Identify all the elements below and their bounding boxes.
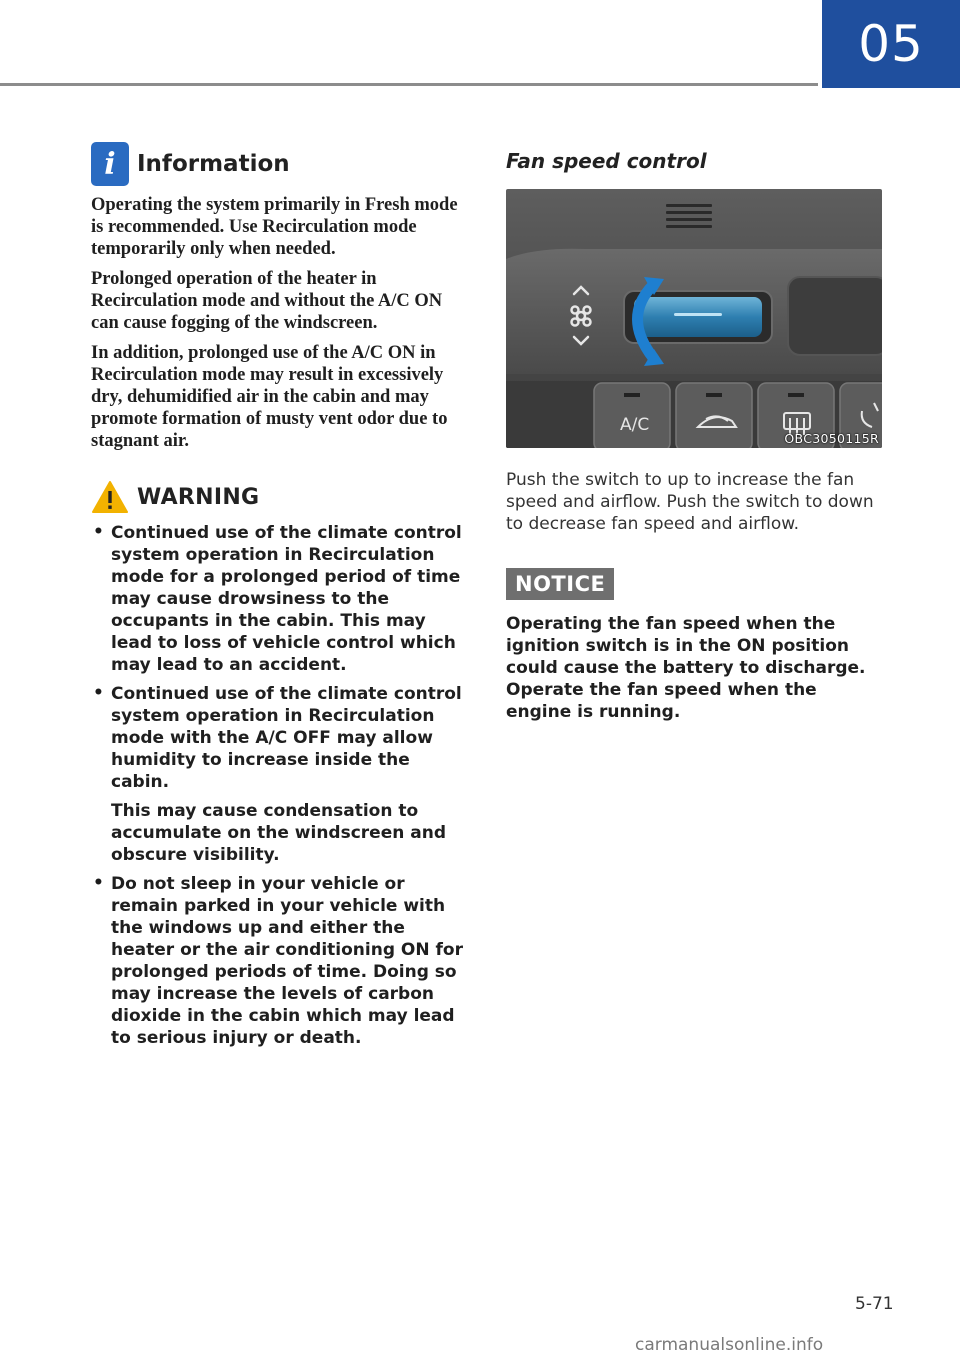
fan-speed-title: Fan speed control <box>506 149 707 173</box>
fan-speed-description: Push the switch to up to increase the fan speed and airflow. Push the switch to down to decrease fan speed and airflow. <box>506 470 874 534</box>
warning-item <box>91 683 466 866</box>
notice-badge: NOTICE <box>506 568 614 600</box>
warning-item <box>91 522 466 676</box>
notice-text: Operating the fan speed when the ignition switch is in the ON position could cause the battery to discharge. Operate the fan speed when the engine is running. <box>506 614 866 722</box>
warning-header <box>91 478 466 516</box>
watermark: carmanualsonline.info <box>635 1335 824 1355</box>
left-column <box>91 140 466 1056</box>
ac-button-label: A/C <box>620 415 650 435</box>
information-header <box>91 140 466 188</box>
warning-title: WARNING <box>137 484 260 510</box>
fan-switch-figure <box>506 189 882 448</box>
warning-item-text: • Do not sleep in your vehicle or remain parked in your vehicle with the windows up and either the heater or the air conditioning ON for prolonged periods of time. Doing so may increase the levels of carbon dioxide in the cabin which may lead to serious injury or death. <box>111 874 463 1048</box>
warning-item-text: • Continued use of the climate control system operation in Recirculation mode with the A/C OFF may allow humidity to increase inside the cabin. <box>111 684 462 792</box>
warning-icon <box>91 480 129 514</box>
warning-item-subtext: This may cause condensation to accumulate on the windscreen and obscure visibility. <box>111 801 447 865</box>
fan-switch-illustration <box>506 189 882 448</box>
info-paragraph: Operating the system primarily in Fresh mode is recommended. Use Recirculation mode temporarily only when needed. <box>91 195 458 259</box>
warning-item-text: • Continued use of the climate control system operation in Recirculation mode for a prolonged period of time may cause drowsiness to the occupants in the cabin. This may lead to loss of vehicle control which may lead to an accident. <box>111 523 462 675</box>
page-number: 5-71 <box>855 1294 894 1314</box>
info-paragraph: In addition, prolonged use of the A/C ON in Recirculation mode may result in excessively dry, dehumidified air in the cabin and may promote formation of musty vent odor due to stagnant air. <box>91 343 448 451</box>
right-column <box>506 140 886 723</box>
info-icon: i <box>91 142 129 186</box>
figure-code: OBC3050115R <box>784 431 879 446</box>
warning-item <box>91 873 466 1049</box>
info-paragraph: Prolonged operation of the heater in Recirculation mode and without the A/C ON can cause fogging of the windscreen. <box>91 269 443 333</box>
header-rule <box>0 83 818 86</box>
chapter-tab: 05 <box>822 0 960 88</box>
warning-list <box>91 522 466 1049</box>
information-title: Information <box>137 151 290 177</box>
